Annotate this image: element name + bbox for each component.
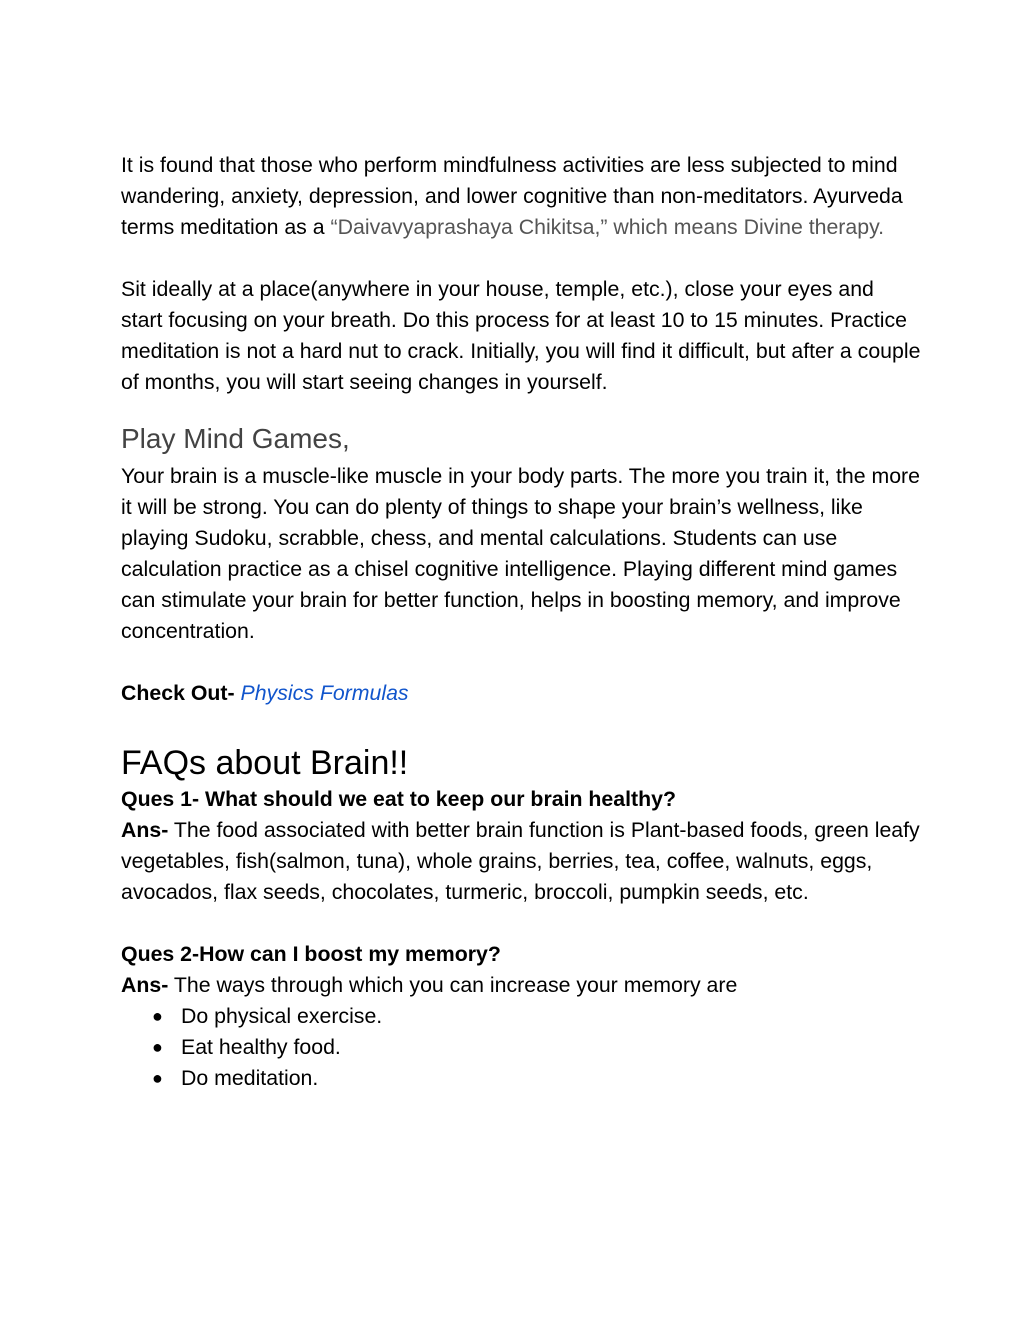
physics-formulas-link[interactable]: Physics Formulas xyxy=(240,681,409,705)
bullet-icon: ● xyxy=(152,1006,163,1026)
faq-question-2: Ques 2-How can I boost my memory? xyxy=(121,942,501,966)
faq-answer-2-text: The ways through which you can increase your memory are xyxy=(168,973,738,997)
mind-games-heading: Play Mind Games, xyxy=(121,423,350,454)
spacer xyxy=(121,908,921,939)
bullet-icon: ● xyxy=(152,1068,163,1088)
document-page xyxy=(121,150,921,1094)
faqs-heading: FAQs about Brain!! xyxy=(121,744,409,782)
faq-answer-2-label: Ans- xyxy=(121,973,169,997)
meditation-paragraph-1-end: which means Divine therapy. xyxy=(607,215,885,239)
list-item-text: Do meditation. xyxy=(181,1066,319,1090)
spacer xyxy=(121,398,921,418)
faq-answer-1-label: Ans- xyxy=(121,818,169,842)
ayurveda-term-quote: “Daivavyaprashaya Chikitsa,” xyxy=(330,215,608,239)
spacer xyxy=(121,647,921,678)
list-item xyxy=(121,1063,921,1094)
faq-answer-1-text: The food associated with better brain function is Plant-based foods, green leafy vegetables, fish(salmon, tuna), whole grains, berries, tea, coffee, walnuts, eggs, avocados, flax seeds, chocolates, turmeric, broccoli, pumpkin seeds, etc. xyxy=(121,818,920,904)
spacer xyxy=(121,243,921,274)
meditation-paragraph-1-main: It is found that those who perform mindfulness activities are less subjected to mind wandering, anxiety, depression, and lower cognitive than non-meditators. Ayurveda terms meditation as a xyxy=(121,153,903,239)
faq-question-1: Ques 1- What should we eat to keep our brain healthy? xyxy=(121,787,676,811)
list-item-text: Do physical exercise. xyxy=(181,1004,383,1028)
check-out-line xyxy=(121,678,921,709)
check-out-label: Check Out- xyxy=(121,681,235,705)
meditation-paragraph-2: Sit ideally at a place(anywhere in your house, temple, etc.), close your eyes and start focusing on your breath. Do this process for at least 10 to 15 minutes. Practice meditation is not a hard nut to crack. Initially, you will find it difficult, but after a couple of months, you will start seeing changes in yourself. xyxy=(121,277,921,394)
list-item-text: Eat healthy food. xyxy=(181,1035,341,1059)
mind-games-paragraph: Your brain is a muscle-like muscle in your body parts. The more you train it, the more it will be strong. You can do plenty of things to shape your brain’s wellness, like playing Sudoku, scrabble, chess, and mental calculations. Students can use calculation practice as a chisel cognitive intelligence. Playing different mind games can stimulate your brain for better function, helps in boosting memory, and improve concentration. xyxy=(121,464,920,643)
faq-answer-2 xyxy=(121,970,921,1001)
list-item xyxy=(121,1032,921,1063)
faq-answer-1 xyxy=(121,815,921,908)
spacer xyxy=(121,709,921,733)
bullet-icon: ● xyxy=(152,1037,163,1057)
meditation-paragraph-1 xyxy=(121,150,921,243)
memory-tips-list xyxy=(121,1001,921,1094)
list-item xyxy=(121,1001,921,1032)
